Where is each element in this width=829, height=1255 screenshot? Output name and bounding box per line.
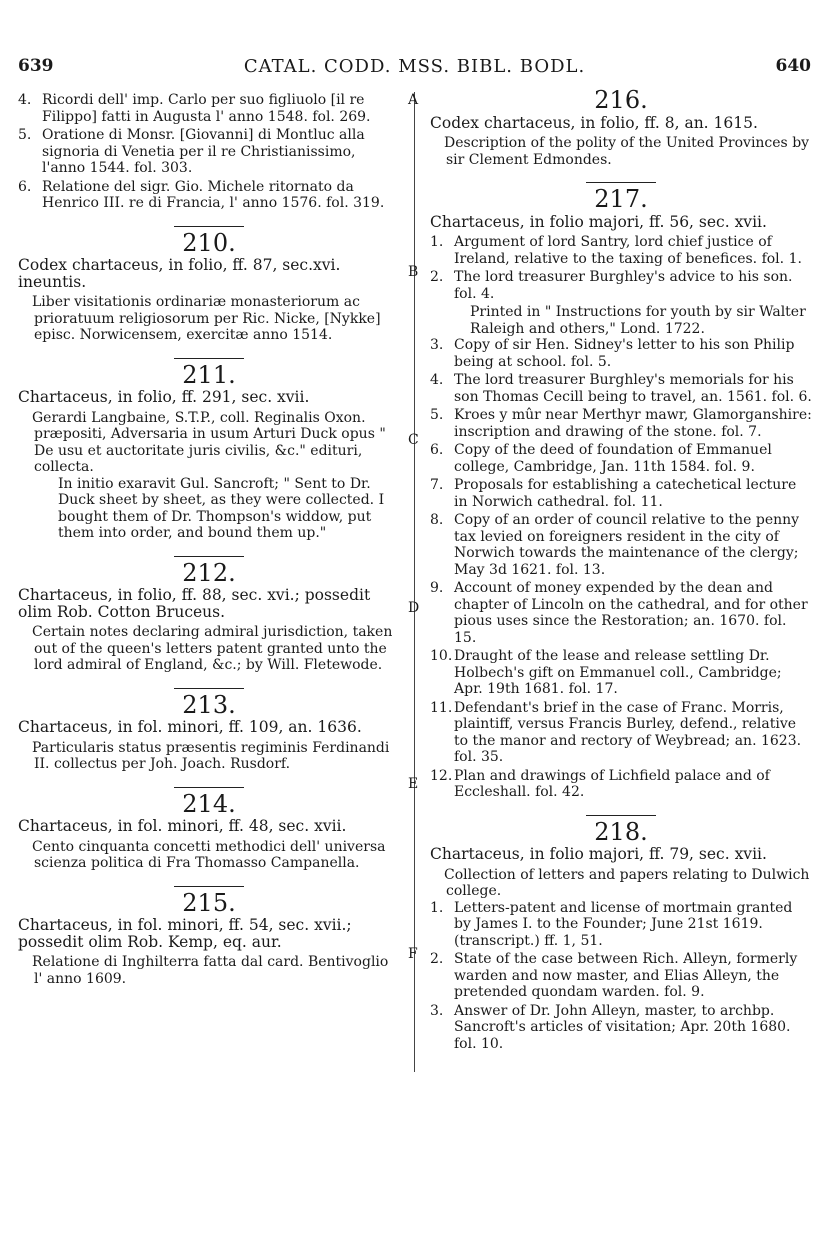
item-note: Printed in " Instructions for youth by sir Walter Raleigh and others," Lond. 1722. <box>470 304 806 337</box>
item-text: Draught of the lease and release settling Dr. Holbech's gift on Emmanuel coll., Cambridge; Apr. 19th 1681. fol. 17. <box>454 648 782 697</box>
item-text: Account of money expended by the dean and chapter of Lincoln on the cathedral, and for other pious uses since the Restoration; an. 1670. fol. 15. <box>454 580 808 646</box>
entry-heading: Chartaceus, in fol. minori, ff. 54, sec. xvii.; possedit olim Rob. Kemp, eq. aur. <box>18 916 352 951</box>
entry-heading: Chartaceus, in fol. minori, ff. 109, an. 1636. <box>18 718 362 736</box>
item-number: 1. <box>430 234 444 250</box>
entry-number: 214. <box>182 789 236 818</box>
margin-letter-c: C <box>408 432 419 448</box>
item-text: The lord treasurer Burghley's memorials for his son Thomas Cecill being to travel, an. 1561. fol. 6. <box>454 372 812 405</box>
list-item <box>430 512 812 578</box>
catalogue-entry-215 <box>18 888 400 988</box>
catalogue-entry-211 <box>18 360 400 542</box>
page-number-left: 639 <box>18 56 54 76</box>
item-text: State of the case between Rich. Alleyn, formerly warden and now master, and Elias Alleyn, the pretended quondam warden. fol. 9. <box>454 951 798 1000</box>
item-number: 7. <box>430 477 444 493</box>
item-text: Relatione del sigr. Gio. Michele ritornato da Henrico III. re di Francia, l' anno 1576. fol. 319. <box>42 178 385 211</box>
item-text: The lord treasurer Burghley's advice to his son. fol. 4. <box>454 269 793 302</box>
list-item <box>18 92 400 125</box>
entry-divider <box>174 226 244 227</box>
list-item <box>430 337 812 370</box>
item-text: Copy of an order of council relative to the penny tax levied on foreigners resident in the city of Norwich towards the maintenance of the clergy; May 3d 1621. fol. 13. <box>454 512 800 578</box>
margin-letter-a: A <box>408 92 419 108</box>
entry-heading: Chartaceus, in fol. minori, ff. 48, sec. xvii. <box>18 817 347 835</box>
running-title: CATAL. CODD. MSS. BIBL. BODL. <box>243 56 586 77</box>
margin-letter-d: D <box>408 600 420 616</box>
page-number-right: 640 <box>775 56 811 76</box>
item-text: Copy of sir Hen. Sidney's letter to his son Philip being at school. fol. 5. <box>454 337 795 370</box>
list-item <box>430 700 812 766</box>
item-text: Copy of the deed of foundation of Emmanuel college, Cambridge, Jan. 11th 1584. fol. 9. <box>454 442 772 475</box>
entry-description: Description of the polity of the United Provinces by sir Clement Edmondes. <box>444 135 810 168</box>
item-number: 11. <box>430 699 453 716</box>
item-text: Letters-patent and license of mortmain granted by James I. to the Founder; June 21st 1619. (transcript.) ff. 1, 51. <box>454 899 793 949</box>
list-item <box>430 648 812 698</box>
entry-divider <box>586 182 656 183</box>
item-text: Kroes y mûr near Merthyr mawr, Glamorganshire: inscription and drawing of the stone. fol. 7. <box>454 407 812 440</box>
catalogue-entry-214 <box>18 789 400 872</box>
catalogue-entry-212 <box>18 558 400 674</box>
margin-letter-b: B <box>408 264 419 280</box>
item-number: 5. <box>430 407 444 423</box>
entry-description: Relatione di Inghilterra fatta dal card. Bentivoglio l' anno 1609. <box>32 954 389 987</box>
entry-description: Collection of letters and papers relating to Dulwich college. <box>444 866 810 899</box>
right-column <box>430 86 812 1058</box>
entry-divider <box>174 787 244 788</box>
item-number: 8. <box>430 512 444 528</box>
entry-description: Particularis status præsentis regiminis Ferdinandi II. collectus per Joh. Joach. Rusdorf. <box>32 739 390 772</box>
entry-number: 210. <box>182 228 236 257</box>
entry-heading: Chartaceus, in folio, ff. 291, sec. xvii. <box>18 388 310 406</box>
catalogue-entry-216 <box>430 86 812 168</box>
entry-description: Gerardi Langbaine, S.T.P., coll. Reginalis Oxon. præpositi, Adversaria in usum Arturi Duck opus " De usu et auctoritate juris civilis, &c." edituri, collecta. <box>32 409 386 475</box>
item-number: 3. <box>430 337 444 353</box>
entry-number: 213. <box>182 690 236 719</box>
list-item <box>430 234 812 267</box>
page-header <box>18 56 811 86</box>
item-number: 5. <box>18 127 32 143</box>
item-text: Ricordi dell' imp. Carlo per suo figliuolo [il re Filippo] fatti in Augusta l' anno 1548. fol. 269. <box>42 92 371 125</box>
catalogue-entry-217 <box>430 185 812 801</box>
margin-letters <box>400 92 428 1072</box>
entry-divider <box>174 688 244 689</box>
left-column <box>18 92 400 993</box>
entry-number: 218. <box>594 817 648 846</box>
entry-heading: Chartaceus, in folio, ff. 88, sec. xvi.; possedit olim Rob. Cotton Bruceus. <box>18 586 371 621</box>
item-text: Argument of lord Santry, lord chief justice of Ireland, relative to the taxing of benefices. fol. 1. <box>454 234 802 267</box>
entry-description: Certain notes declaring admiral jurisdiction, taken out of the queen's letters patent granted unto the lord admiral of England, &c.; by Will. Fletewode. <box>32 624 393 673</box>
item-text: Defendant's brief in the case of Franc. Morris, plaintiff, versus Francis Burley, defend., relative to the manor and rectory of Weybread; an. 1623. fol. 35. <box>454 699 802 765</box>
item-number: 12. <box>430 767 453 784</box>
entry-number: 215. <box>182 888 236 917</box>
item-text: Plan and drawings of Lichfield palace and of Eccleshall. fol. 42. <box>454 767 770 800</box>
list-item <box>430 951 812 1001</box>
item-number: 3. <box>430 1002 444 1019</box>
list-item <box>430 900 812 950</box>
item-text: Answer of Dr. John Alleyn, master, to archbp. Sancroft's articles of visitation; Apr. 20th 1680. fol. 10. <box>454 1002 791 1052</box>
entry-number: 217. <box>594 185 648 213</box>
catalogue-entry-210 <box>18 228 400 344</box>
catalogue-entry-213 <box>18 690 400 773</box>
entry-divider <box>586 815 656 816</box>
entry-divider <box>174 886 244 887</box>
item-number: 2. <box>430 951 444 967</box>
entry-description: Liber visitationis ordinariæ monasteriorum ac prioratuum religiosorum per Ric. Nicke, [Nykke] episc. Norwicensem, exercitæ anno 1514. <box>32 294 381 343</box>
item-number: 9. <box>430 580 444 596</box>
item-number: 4. <box>430 372 444 388</box>
list-item <box>430 442 812 475</box>
item-text: Oratione di Monsr. [Giovanni] di Montluc alla signoria di Venetia per il re Christianissimo, l'anno 1544. fol. 303. <box>42 127 365 176</box>
item-number: 6. <box>18 178 32 195</box>
entry-description: Cento cinquanta concetti methodici dell' universa scienza politica di Fra Thomasso Campanella. <box>32 838 386 871</box>
entry-heading: Chartaceus, in folio majori, ff. 56, sec. xvii. <box>430 212 767 231</box>
item-text: Proposals for establishing a catechetical lecture in Norwich cathedral. fol. 11. <box>454 477 797 510</box>
entry-heading: Codex chartaceus, in folio, ff. 87, sec.xvi. ineuntis. <box>18 256 341 291</box>
entry-note: In initio exaravit Gul. Sancroft; " Sent to Dr. Duck sheet by sheet, as they were collected. I bought them of Dr. Thompson's widdow, put them into order, and bound them up." <box>58 475 385 541</box>
entry-number: 216. <box>594 86 648 114</box>
entry-heading: Chartaceus, in folio majori, ff. 79, sec. xvii. <box>430 845 767 863</box>
list-item <box>430 407 812 440</box>
list-item <box>430 1003 812 1053</box>
entry-heading: Codex chartaceus, in folio, ff. 8, an. 1615. <box>430 113 758 132</box>
list-item <box>430 269 812 302</box>
list-item <box>430 768 812 801</box>
catalogue-entry-218 <box>430 817 812 1053</box>
list-item <box>18 127 400 177</box>
margin-letter-f: F <box>408 946 418 962</box>
entry-divider <box>174 556 244 557</box>
entry-number: 212. <box>182 558 236 587</box>
item-number: 4. <box>18 92 32 108</box>
list-item <box>430 372 812 405</box>
item-number: 1. <box>430 899 444 916</box>
list-item <box>430 477 812 510</box>
list-item <box>430 580 812 646</box>
item-number: 2. <box>430 269 444 285</box>
item-number: 10. <box>430 648 453 664</box>
entry-number: 211. <box>182 360 236 389</box>
entry-divider <box>174 358 244 359</box>
margin-letter-e: E <box>408 776 419 792</box>
item-number: 6. <box>430 442 444 458</box>
list-item <box>18 179 400 212</box>
